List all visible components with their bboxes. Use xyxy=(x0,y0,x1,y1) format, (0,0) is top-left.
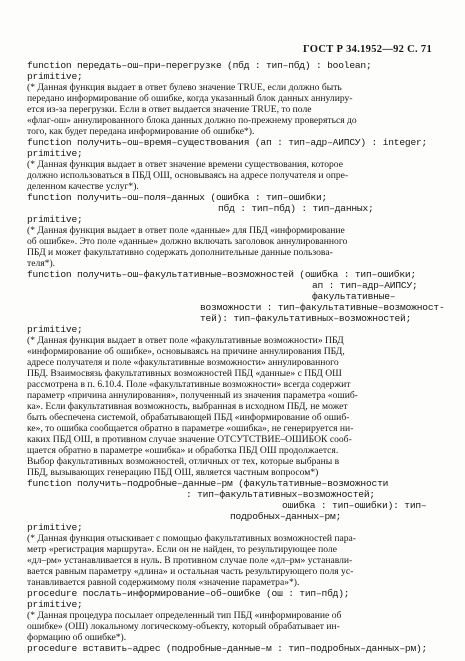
code-line: факультативные– xyxy=(312,291,396,302)
code-line: primitive; xyxy=(27,522,83,533)
text-line: «информирование об ошибке», основываясь на причине аннулирования ПБД, xyxy=(27,346,345,357)
text-line: танавливается равной содержимому поля «значение параметра»*). xyxy=(27,577,300,588)
text-line: метр «регистрация маршрута». Если он не найден, то результирующее поле xyxy=(27,544,337,555)
text-line: вается равным параметру «длина» и остальная часть результирующего поля ус- xyxy=(27,566,354,577)
code-line: ошибка : тип–ошибки): тип– xyxy=(282,500,427,511)
text-line: ПБД, вызывающих генерацию ПБД ОШ, является частным вопросом*) xyxy=(27,467,319,478)
text-line: ПБД. Взаимосвязь факультативных возможностей ПБД «данные» с ПБД ОШ xyxy=(27,368,342,379)
text-line: ке», то ошибка сообщается обратно в параметре «ошибка», не генерируется ни- xyxy=(27,423,354,434)
code-line: primitive; xyxy=(27,148,83,159)
code-line: : тип–факультативных–возможностей; xyxy=(186,489,375,500)
text-line: быть обеспечена системой, обрабатывающей ПБД «информирование об ошиб- xyxy=(27,412,350,423)
text-line: ется из-за перегрузки. Если в ответ выдается значение TRUE, то поле xyxy=(27,104,312,115)
code-line: primitive; xyxy=(27,214,83,225)
code-line: primitive; xyxy=(27,324,83,335)
text-line: ка». Если факультативная возможность, выбранная в исходном ПБД, не может xyxy=(27,401,348,412)
text-line: ошибке» (ОШ) локальному логическому-объекту, который обрабатывает ин- xyxy=(27,621,340,632)
text-line: параметр «причина аннулирования», полученный из значения параметра «ошиб- xyxy=(27,390,358,401)
page-header: ГОСТ Р 34.1952—92 С. 71 xyxy=(303,44,432,55)
code-line: тей): тип–факультативных–возможностей; xyxy=(200,313,412,324)
text-line: (* Данная функция выдает в ответ поле «данные» для ПБД «информирование xyxy=(27,225,345,236)
code-line: function получить–ош–время–существования (ап : тип–адр–АИПСУ) : integer; xyxy=(27,137,428,148)
text-line: должно использоваться в ПБД ОШ, основываясь на адресе получателя и опре- xyxy=(27,170,349,181)
text-line: (* Данная функция отыскивает с помощью факультативных возможностей пара- xyxy=(27,533,357,544)
text-line: адресе получателя и поле «факультативные возможности» аннулированного xyxy=(27,357,339,368)
text-line: «флаг-ош» аннулированного блока данных должно по-прежнему проверяться до xyxy=(27,115,357,126)
text-line: (* Данная функция выдает в ответ значение времени существования, которое xyxy=(27,159,343,170)
code-line: function получить–ош–поля–данных (ошибка : тип–ошибки; xyxy=(27,192,328,203)
text-line: каких ПБД ОШ, в противном случае значение ОТСУТСТВИЕ–ОШИБОК сооб- xyxy=(27,434,352,445)
code-line: function получить–подробные–данные–рм (факультативные–возможности xyxy=(27,478,389,489)
text-line: об ошибке». Это поле «данные» должно включать заголовок аннулированного xyxy=(27,236,348,247)
code-line: primitive; xyxy=(27,71,83,82)
code-line: procedure вставить–адрес (подробные–данные–м : тип–подробных–данных–рм); xyxy=(27,643,428,654)
text-line: «дл–рм» устанавливается в нуль. В противном случае поле «дл–рм» устанавли- xyxy=(27,555,353,566)
text-line: щается обратно в параметре «ошибка» и обработка ПБД ОШ продолжается. xyxy=(27,445,339,456)
code-line: function передать–ош–при–перегрузке (пбд : тип–пбд) : boolean; xyxy=(27,60,372,71)
code-line: primitive; xyxy=(27,599,83,610)
code-line: ап : тип–адр–АИПСУ; xyxy=(312,280,418,291)
code-line: подробных–данных–рм; xyxy=(230,511,342,522)
text-line: (* Данная функция выдает в ответ поле «факультативные возможности» ПБД xyxy=(27,335,344,346)
text-line: рассмотрена в п. 6.10.4. Поле «факультативные возможности» всегда содержит xyxy=(27,379,351,390)
text-line: деленном качестве услуг*). xyxy=(27,181,139,192)
text-line: передано информирование об ошибке, когда указанный блок данных аннулиру- xyxy=(27,93,353,104)
code-line: function получить–ош–факультативные–возможностей (ошибка : тип–ошибки; xyxy=(27,269,417,280)
text-line: ПБД и может факультативно содержать дополнительные данные пользова- xyxy=(27,247,333,258)
code-line: procedure послать–информирование–об–ошибке (ош : тип–пбд); xyxy=(27,588,350,599)
text-line: того, как будет передана информирование об ошибке*). xyxy=(27,126,255,137)
text-line: Выбор факультативных возможностей, отличных от тех, которые выбраны в xyxy=(27,456,340,467)
code-line: возможности : тип–факультативные–возможност- xyxy=(200,302,445,313)
text-line: (* Данная процедура посылает определенный тип ПБД «информирование об xyxy=(27,610,342,621)
code-line: пбд : тип–пбд) : тип–данных; xyxy=(218,203,374,214)
text-line: формацию об ошибке*). xyxy=(27,632,127,643)
text-line: теля*). xyxy=(27,258,56,269)
text-line: (* Данная функция выдает в ответ булево значение TRUE, если должно быть xyxy=(27,82,342,93)
